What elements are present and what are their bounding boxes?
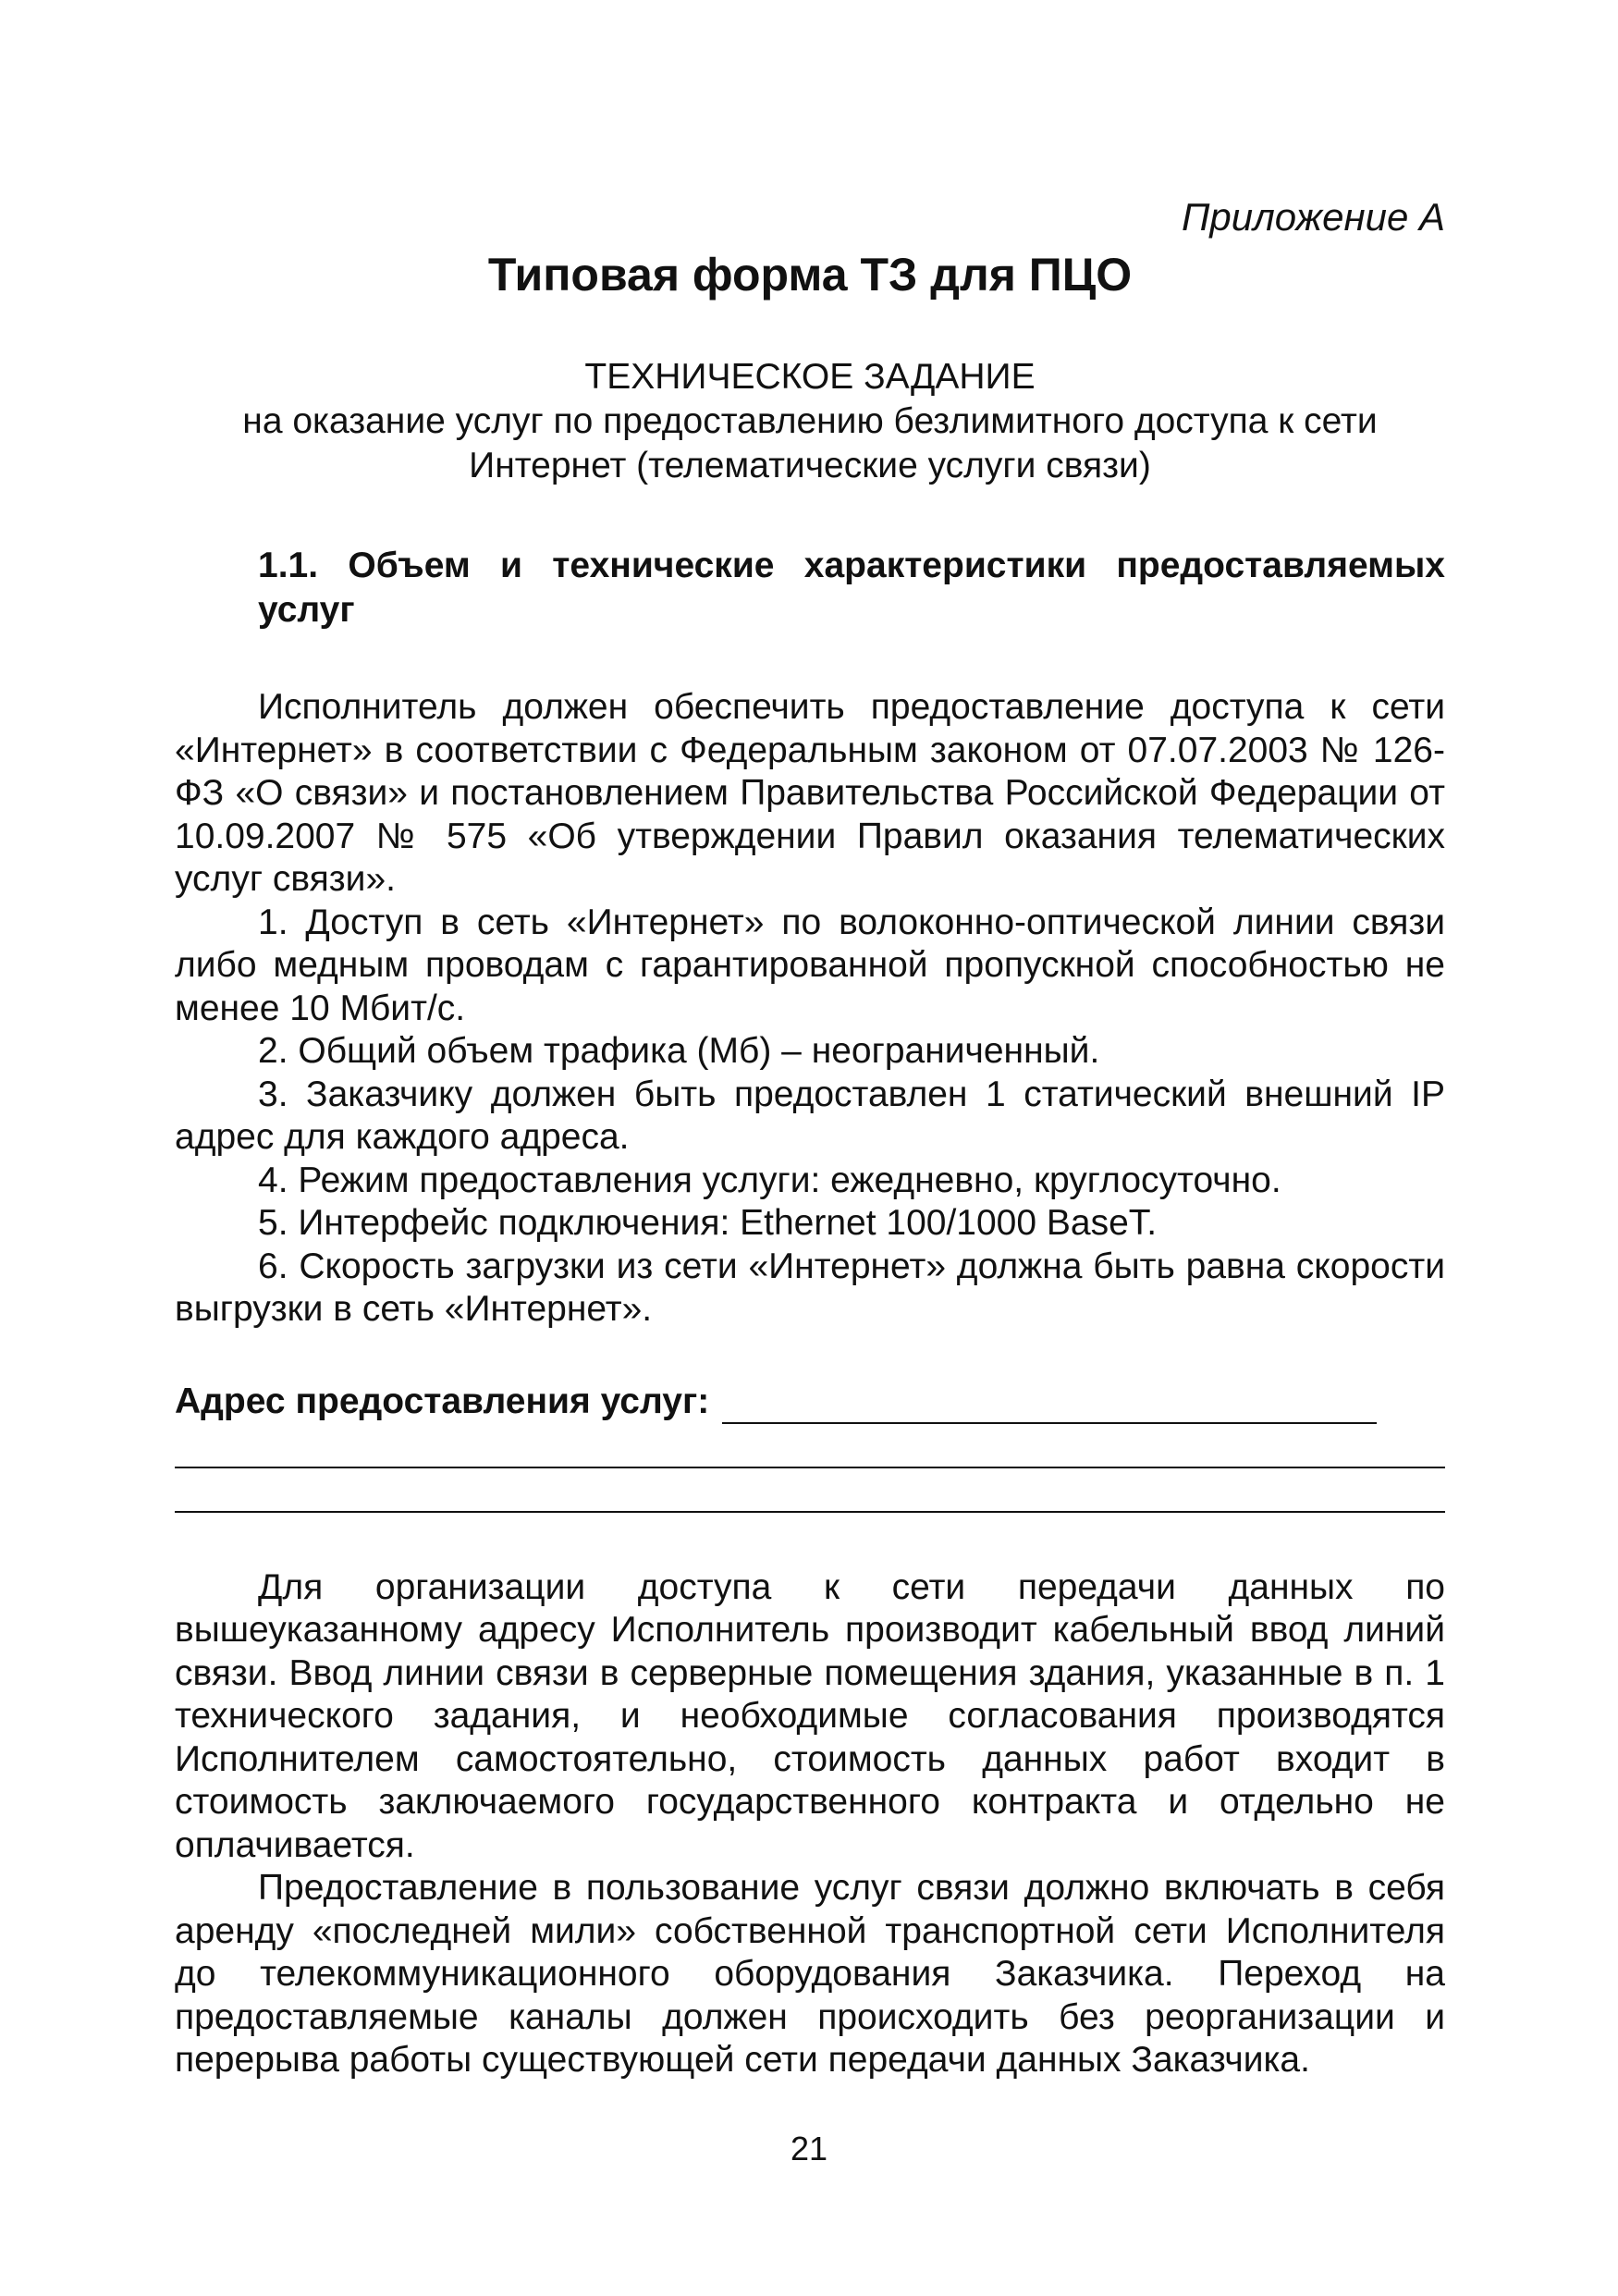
list-item: 4. Режим предоставления услуги: ежедневно, круглосуточно. [258,1160,1281,1200]
list-item: 3. Заказчику должен быть предоставлен 1 статический внешний IP адрес для каждого адреса. [175,1074,1445,1157]
list-item: 5. Интерфейс подключения: Ethernet 100/1000 BaseT. [258,1203,1158,1243]
body-paragraph-1: Для организации доступа к сети передачи данных по вышеуказанному адресу Исполнитель производит кабельный ввод линий связи. Ввод линии связи в серверные помещения здания, указанные в п. 1 технического задания, и необходимые согласования производятся Исполнителем самостоятельно, стоимость данных работ входит в стоимость заключаемого государственного контракта и отдельно не оплачивается. [175,1566,1445,1865]
document-subtitle [175,355,1445,488]
document-title: Типовая форма ТЗ для ПЦО [487,249,1133,301]
subtitle-line-2: на оказание услуг по предоставлению безлимитного доступа к сети [242,401,1378,441]
address-blank-line-3 [175,1468,1445,1513]
subtitle-line-3: Интернет (телематические услуги связи) [469,446,1151,485]
subtitle-line-1: ТЕХНИЧЕСКОЕ ЗАДАНИЕ [584,357,1036,397]
address-blank-line [722,1381,1377,1424]
address-field [175,1380,1445,1424]
appendix-label: Приложение А [1181,195,1445,239]
address-label: Адрес предоставления услуг: [175,1381,710,1421]
page-content [175,194,1445,2082]
list-item: 1. Доступ в сеть «Интернет» по волоконно-оптической линии связи либо медным проводам с гарантированной пропускной способностью не менее 10 Мбит/с. [175,902,1445,1028]
intro-paragraph: Исполнитель должен обеспечить предоставление доступа к сети «Интернет» в соответствии с Федеральным законом от 07.07.2003 № 126-ФЗ «О связи» и постановлением Правительства Российской Федерации от 10.09.2007 № 575 «Об утверждении Правил оказания телематических услуг связи». [175,687,1445,899]
list-item: 2. Общий объем трафика (Мб) – неограниченный. [258,1031,1100,1071]
requirements-list [175,902,1445,1332]
page-number: 21 [790,2130,828,2167]
body-paragraph-2: Предоставление в пользование услуг связи должно включать в себя аренду «последней мили» собственной транспортной сети Исполнителя до телекоммуникационного оборудования Заказчика. Переход на предоставляемые каналы должен происходить без реорганизации и перерыва работы существующей сети передачи данных Заказчика. [175,1868,1445,2080]
section-heading: 1.1. Объем и технические характеристики предоставляемых услуг [258,546,1445,630]
address-blank-line-2 [175,1424,1445,1468]
list-item: 6. Скорость загрузки из сети «Интернет» должна быть равна скорости выгрузки в сеть «Интернет». [175,1246,1445,1329]
